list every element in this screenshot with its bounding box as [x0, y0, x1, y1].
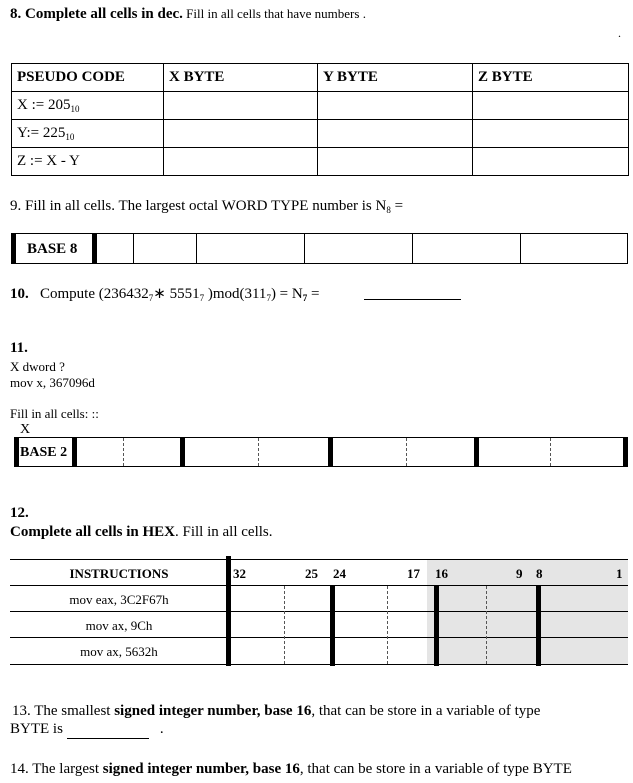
q8-header-x-byte: X BYTE: [164, 64, 318, 92]
octal-digit-input[interactable]: [97, 234, 134, 263]
table-row: [12, 92, 629, 120]
thick-divider: [11, 233, 16, 264]
q12-header-instructions: INSTRUCTIONS: [69, 566, 169, 581]
q10-sub: 7: [266, 293, 271, 303]
bit-label: 9: [516, 566, 523, 581]
q13-text: BYTE is: [10, 721, 63, 737]
thick-divider: [14, 437, 19, 467]
q8-code-cell: [12, 148, 164, 176]
binary-byte-input[interactable]: [479, 438, 623, 466]
octal-digit-input[interactable]: [521, 234, 628, 263]
code-text: X := 205: [17, 97, 71, 113]
shaded-low-word: [427, 560, 628, 664]
q13-bold: signed integer number, base 16: [114, 703, 312, 719]
q12-heading-rest: . Fill in all cells.: [175, 524, 273, 540]
thick-divider: [536, 586, 541, 666]
q10-answer-blank[interactable]: [364, 299, 461, 300]
base8-label: BASE 8: [27, 241, 78, 257]
q13-line2: [10, 721, 164, 739]
octal-digit-input[interactable]: [134, 234, 197, 263]
q10-heading: [10, 284, 319, 303]
q13-answer-blank[interactable]: [67, 721, 149, 739]
q12-number: 12.: [10, 505, 29, 521]
binary-byte-input[interactable]: [333, 438, 474, 466]
q14-line1: [10, 761, 572, 778]
code-text: Z := X - Y: [17, 153, 80, 169]
q10-text: )mod(311: [204, 286, 267, 302]
q12-heading: [10, 524, 273, 541]
q8-header-row: [12, 64, 629, 92]
bit-label: 8: [536, 566, 543, 581]
q8-code-cell: [12, 92, 164, 120]
q10-text: ∗ 5551: [153, 286, 200, 302]
q10-text: ) = N: [270, 286, 303, 302]
q14-number: 14: [10, 761, 25, 777]
q8-header-pseudo-code: PSEUDO CODE: [12, 64, 164, 92]
q11-line1: X dword ?: [10, 359, 65, 374]
q10-text: =: [307, 286, 320, 302]
code-text: Y:= 225: [17, 125, 66, 141]
z-byte-input[interactable]: [473, 148, 629, 176]
q8-heading-rest: Fill in all cells that have numbers .: [182, 6, 366, 21]
bit-label: 24: [333, 566, 346, 581]
instruction-cell: mov ax, 9Ch: [85, 618, 153, 633]
q13-text: The smallest: [30, 703, 115, 719]
q11-base2-row: [14, 437, 628, 467]
q11-line2: mov x, 367096d: [10, 375, 95, 390]
y-byte-input[interactable]: [318, 92, 473, 120]
q13-line1: [12, 703, 540, 720]
q9-base8-row: [11, 233, 628, 264]
thick-divider: [226, 556, 231, 666]
bit-label: 1: [616, 566, 623, 581]
bit-label: 32: [233, 566, 246, 581]
q11-var-label: X: [20, 422, 31, 437]
z-byte-input[interactable]: [473, 92, 629, 120]
q11-number: 11.: [10, 340, 28, 356]
q10-sub: 7: [148, 293, 154, 303]
table-row: [12, 120, 629, 148]
q10-number: 10.: [10, 286, 29, 302]
q13-tail: .: [159, 721, 164, 737]
bit-label: 16: [435, 566, 448, 581]
thick-divider: [434, 586, 439, 666]
q8-heading-bold: 8. Complete all cells in dec.: [10, 6, 183, 22]
nibble-divider: [387, 586, 388, 664]
nibble-divider: [284, 586, 285, 664]
q13-text: , that can be store in a variable of type: [311, 703, 541, 719]
binary-byte-input[interactable]: [77, 438, 180, 466]
q9-text: 9. Fill in all cells. The largest octal WORD TYPE number is N: [10, 198, 387, 214]
q8-heading: [10, 6, 366, 23]
octal-digit-input[interactable]: [305, 234, 413, 263]
code-sub: 10: [65, 132, 75, 142]
q8-header-y-byte: Y BYTE: [318, 64, 473, 92]
x-byte-input[interactable]: [164, 148, 318, 176]
q12-table: [10, 559, 628, 665]
base2-label: BASE 2: [20, 445, 68, 460]
q10-text: Compute (236432: [40, 286, 149, 302]
octal-digit-input[interactable]: [197, 234, 305, 263]
q14-text: , that can be store in a variable of type BYTE: [299, 761, 572, 777]
z-byte-input[interactable]: [473, 120, 629, 148]
thick-divider: [330, 586, 335, 666]
q12-heading-bold: Complete all cells in HEX: [10, 524, 175, 540]
q11-line3: Fill in all cells: ::: [10, 406, 99, 421]
q8-table: [11, 63, 629, 176]
x-byte-input[interactable]: [164, 120, 318, 148]
q9-tail: =: [390, 198, 404, 214]
y-byte-input[interactable]: [318, 120, 473, 148]
instruction-cell: mov eax, 3C2F67h: [69, 592, 169, 607]
instruction-cell: mov ax, 5632h: [80, 644, 158, 659]
q10-sub: 7: [302, 293, 308, 303]
x-byte-input[interactable]: [164, 92, 318, 120]
bit-label: 17: [407, 566, 420, 581]
q8-code-cell: [12, 120, 164, 148]
nibble-divider: [486, 586, 487, 664]
octal-digit-input[interactable]: [413, 234, 521, 263]
q13-number: 13.: [12, 703, 31, 719]
thick-divider: [623, 437, 628, 467]
q9-heading: [10, 198, 403, 215]
q9-sub: 8: [386, 205, 391, 215]
stray-dot: .: [618, 26, 621, 40]
binary-byte-input[interactable]: [185, 438, 328, 466]
y-byte-input[interactable]: [318, 148, 473, 176]
bit-label: 25: [305, 566, 318, 581]
q14-bold: signed integer number, base 16: [102, 761, 300, 777]
table-row: [12, 148, 629, 176]
q10-sub: 7: [199, 293, 205, 303]
q8-header-z-byte: Z BYTE: [473, 64, 629, 92]
q14-text: . The largest: [25, 761, 103, 777]
code-sub: 10: [70, 104, 80, 114]
